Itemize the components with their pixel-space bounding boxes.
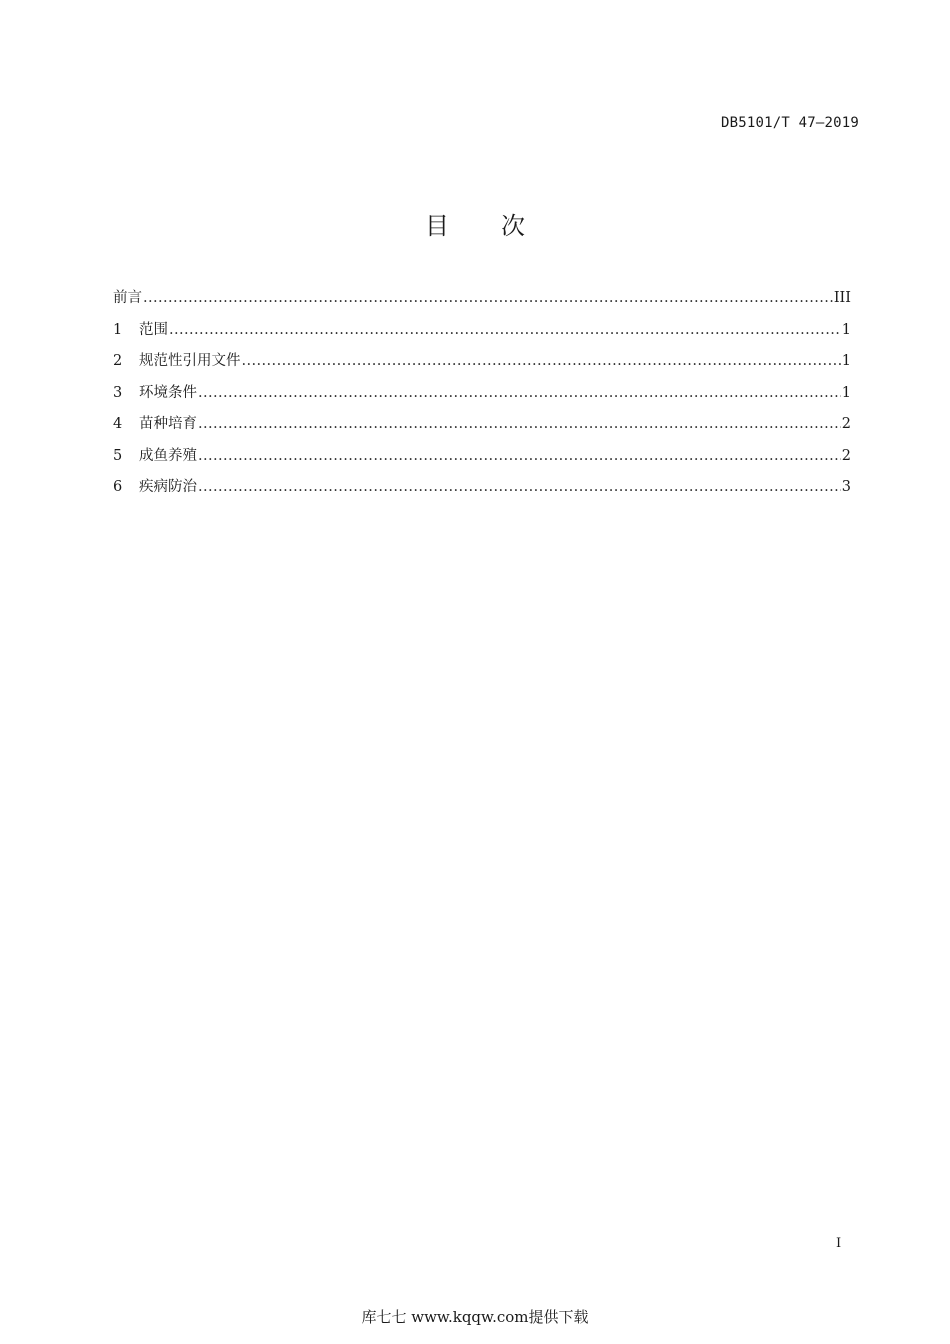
toc-leader-dots <box>143 290 833 306</box>
toc-entry-scope[interactable] <box>113 318 851 350</box>
title-char-1: 目 <box>425 212 449 240</box>
toc-entry-number: 6 <box>113 479 123 495</box>
toc-leader-dots <box>198 448 841 464</box>
toc-entry-disease-control[interactable] <box>113 475 851 507</box>
toc-entry-label: 成鱼养殖 <box>139 447 197 464</box>
toc-entry-number: 5 <box>113 447 123 464</box>
toc-entry-label: 疾病防治 <box>139 479 197 495</box>
toc-entry-number: 3 <box>113 384 123 401</box>
toc-entry-page: 1 <box>841 384 851 401</box>
footer-watermark-text: 库七七 www.kqqw.com提供下载 <box>361 1308 589 1326</box>
toc-entry-page: 2 <box>841 416 851 432</box>
toc-entry-number: 1 <box>113 321 123 338</box>
standard-code: DB5101/T 47—2019 <box>720 115 859 131</box>
toc-leader-dots <box>198 416 841 432</box>
toc-entry-foreword[interactable] <box>113 286 851 318</box>
toc-entry-page: 3 <box>841 479 851 495</box>
toc-entry-page: 1 <box>841 321 851 338</box>
toc-leader-dots <box>198 479 841 495</box>
toc-entry-label: 规范性引用文件 <box>139 353 241 369</box>
toc-entry-label: 苗种培育 <box>139 416 197 432</box>
toc-entry-normative-references[interactable] <box>113 349 851 381</box>
toc-entry-page: 2 <box>841 447 851 464</box>
toc-entry-label: 环境条件 <box>139 384 197 401</box>
toc-leader-dots <box>242 353 841 369</box>
toc-leader-dots <box>169 322 841 338</box>
toc-entry-page: III <box>833 290 851 306</box>
toc-entry-number: 2 <box>113 353 123 369</box>
toc-entry-label: 范围 <box>139 321 168 338</box>
page-number: I <box>836 1236 842 1251</box>
page-title <box>0 206 950 241</box>
toc-entry-number: 4 <box>113 416 123 432</box>
table-of-contents <box>113 286 851 507</box>
toc-entry-environment[interactable] <box>113 381 851 413</box>
toc-entry-adult-fish-culture[interactable] <box>113 444 851 476</box>
toc-leader-dots <box>198 385 841 401</box>
toc-entry-page: 1 <box>841 353 851 369</box>
title-char-2: 次 <box>501 212 525 240</box>
toc-entry-fry-rearing[interactable] <box>113 412 851 444</box>
toc-entry-label: 前言 <box>113 290 142 306</box>
